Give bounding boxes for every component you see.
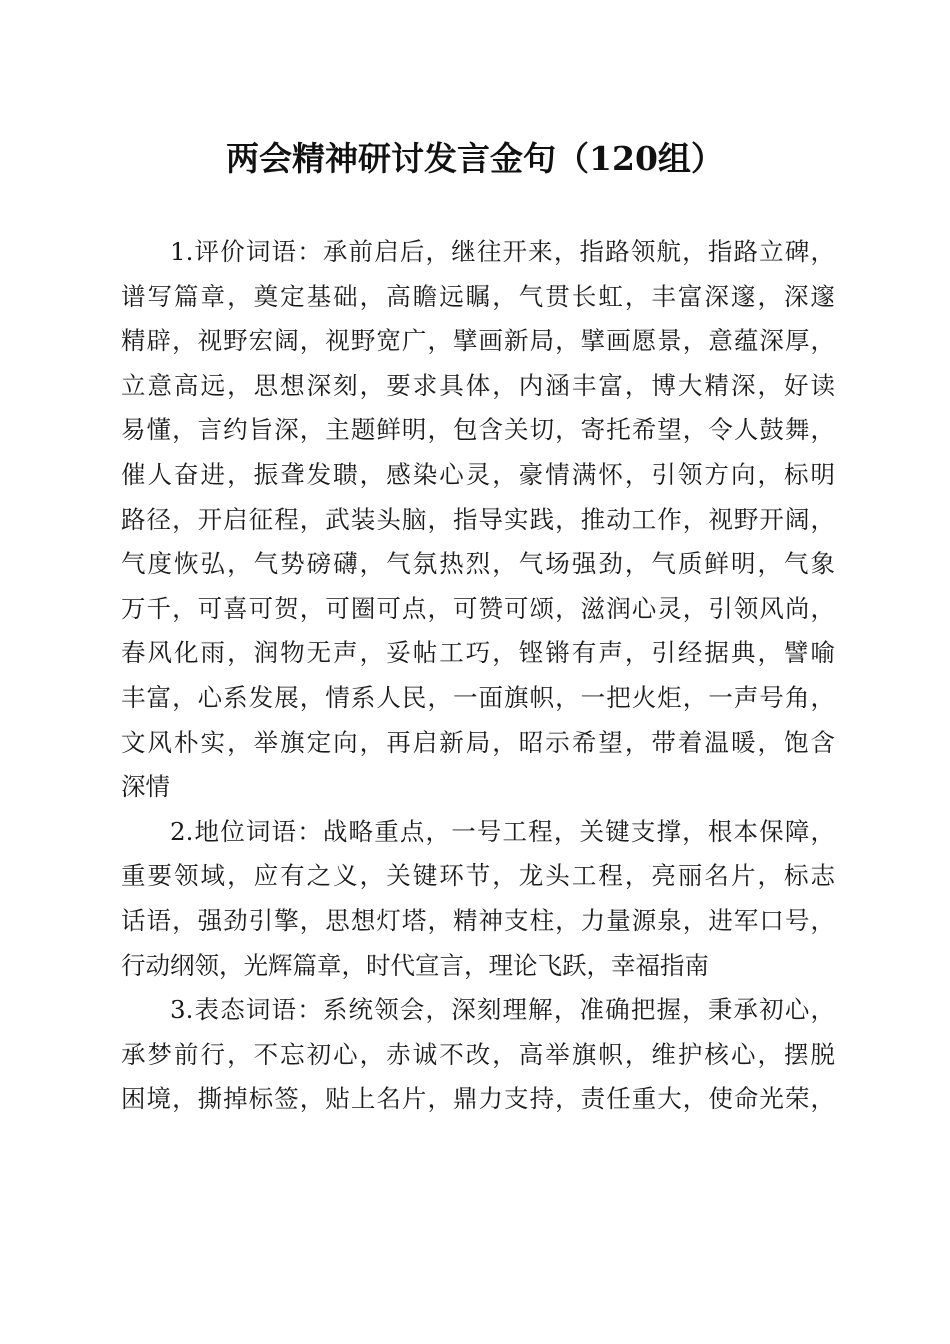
- text-line: 易懂，言约旨深，主题鲜明，包含关切，寄托希望，令人鼓舞，: [121, 415, 835, 445]
- text-line: 重要领域，应有之义，关键环节，龙头工程，亮丽名片，标志: [121, 861, 835, 891]
- text-line: 文风朴实，举旗定向，再启新局，昭示希望，带着温暖，饱含: [121, 727, 835, 757]
- paragraph-status-terms: [121, 810, 835, 988]
- text-line: 行动纲领，光辉篇章，时代宣言，理论飞跃，幸福指南: [121, 950, 709, 980]
- text-line: 催人奋进，振聋发聩，感染心灵，豪情满怀，引领方向，标明: [121, 459, 835, 489]
- text-line: 1.评价词语：承前启后，继往开来，指路领航，指路立碑，: [170, 237, 835, 266]
- text-line: 2.地位词语：战略重点，一号工程，关键支撑，根本保障，: [170, 816, 835, 846]
- text-line: 承梦前行，不忘初心，赤诚不改，高举旗帜，维护核心，摆脱: [121, 1039, 835, 1069]
- text-line: 气度恢弘，气势磅礴，气氛热烈，气场强劲，气质鲜明，气象: [121, 549, 835, 579]
- paragraph-attitude-terms: [121, 988, 835, 1122]
- text-line: 丰富，心系发展，情系人民，一面旗帜，一把火炬，一声号角，: [121, 682, 835, 712]
- text-line: 立意高远，思想深刻，要求具体，内涵丰富，博大精深，好读: [121, 370, 835, 400]
- text-line: 深情: [121, 772, 170, 802]
- document-body: [121, 230, 835, 1122]
- text-line: 谱写篇章，奠定基础，高瞻远瞩，气贯长虹，丰富深邃，深邃: [121, 281, 835, 311]
- text-line: 万千，可喜可贺，可圈可点，可赞可颂，滋润心灵，引领风尚，: [121, 593, 835, 623]
- paragraph-evaluation-terms: [121, 230, 835, 810]
- document-title: 两会精神研讨发言金句（120组）: [226, 139, 724, 178]
- text-line: 话语，强劲引擎，思想灯塔，精神支柱，力量源泉，进军口号，: [121, 905, 835, 935]
- text-line: 3.表态词语：系统领会，深刻理解，准确把握，秉承初心，: [170, 995, 835, 1025]
- text-line: 精辟，视野宏阔，视野宽广，擘画新局，擘画愿景，意蕴深厚，: [121, 326, 835, 356]
- text-line: 困境，撕掉标签，贴上名片，鼎力支持，责任重大，使命光荣，: [121, 1084, 835, 1114]
- text-line: 路径，开启征程，武装头脑，指导实践，推动工作，视野开阔，: [121, 504, 835, 534]
- text-line: 春风化雨，润物无声，妥帖工巧，铿锵有声，引经据典，譬喻: [121, 638, 835, 668]
